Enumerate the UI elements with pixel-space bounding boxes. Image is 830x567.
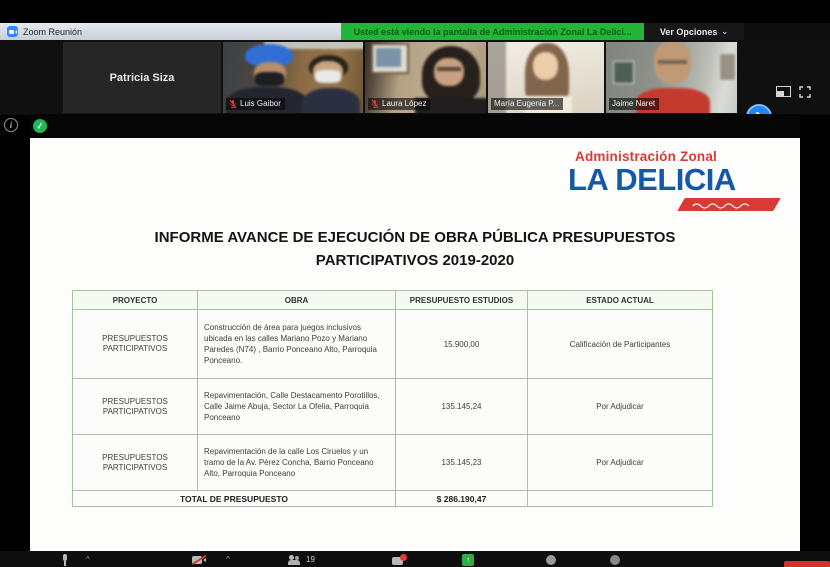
header-proyecto: PROYECTO [73,291,198,310]
participant-tile-jaime[interactable] [606,42,737,113]
muted-mic-icon [229,99,237,109]
logo-flag-shape [677,198,781,211]
mic-options-chevron-icon[interactable]: ^ [86,555,90,564]
topbar-right-fill [744,23,830,40]
screen-share-banner: Usted está viendo la pantalla de Administración Zonal La Delici... [341,23,644,40]
cell-proyecto: PRESUPUESTOS PARTICIPATIVOS [73,435,198,491]
table-header-row [73,291,713,310]
table-row [73,379,713,435]
cell-proyecto: PRESUPUESTOS PARTICIPATIVOS [73,310,198,379]
table-row [73,435,713,491]
logo-main-line: LA DELICIA [568,162,736,197]
shared-screen-topbar [30,114,800,138]
window-title: Zoom Reunión [23,26,83,37]
participant-name-label [609,98,659,110]
security-check-icon: ✓ [32,118,48,134]
muted-mic-icon [371,99,379,109]
cell-estado: Por Adjudicar [528,435,713,491]
view-options-button[interactable] [644,23,744,40]
participant-name-label [491,98,563,110]
header-presupuesto-estudios: PRESUPUESTO ESTUDIOS [396,291,528,310]
total-label: TOTAL DE PRESUPUESTO [73,491,396,507]
cell-presupuesto: 15.900,00 [396,310,528,379]
view-layout-icon[interactable] [776,86,791,97]
zoom-app-icon [7,26,18,37]
info-icon[interactable]: i [4,118,18,132]
cell-presupuesto: 135.145,23 [396,435,528,491]
cell-obra: Repavimentación de la calle Los Ciruelos y un tramo de la Av. Pérez Concha, Barrio Ponceano Alto, Parroquia Ponceano [198,435,396,491]
participant-tile-patricia[interactable] [63,42,221,113]
cell-obra: Repavimentación, Calle Destacamento Porotillos, Calle Jaime Abuja, Sector La Ofelia, Parroquia Ponceano [198,379,396,435]
reactions-icon[interactable] [546,555,556,565]
leave-meeting-button[interactable] [784,561,830,567]
table-total-row [73,491,713,507]
participant-tile-laura[interactable] [365,42,486,113]
participant-name: Patricia Siza [109,71,175,84]
cell-obra: Construcción de área para juegos inclusivos ubicada en las calles Mariano Pozo y Mariano Paredes (N74) , Barrio Ponceano Alto, Parroquia Ponceano. [198,310,396,379]
chevron-down-icon: ⌄ [721,27,729,36]
cell-estado: Calificación de Participantes [528,310,713,379]
chat-badge [400,554,407,561]
fullscreen-icon[interactable] [799,86,811,98]
header-obra: OBRA [198,291,396,310]
participants-count: 19 [306,555,315,564]
participant-name-label [226,98,285,110]
record-icon[interactable] [610,555,620,565]
camera-options-chevron-icon[interactable]: ^ [226,555,230,564]
cell-presupuesto: 135.145,24 [396,379,528,435]
share-screen-icon[interactable]: ↑ [462,554,474,566]
header-estado-actual: ESTADO ACTUAL [528,291,713,310]
logo-tagline-squiggle [691,201,761,209]
document-title-line1: INFORME AVANCE DE EJECUCIÓN DE OBRA PÚBLICA PRESUPUESTOS [154,229,676,246]
view-options-label: Ver Opciones [659,26,718,37]
shared-document [30,138,800,551]
participant-name: Laura López [382,99,427,108]
cell-estado: Por Adjudicar [528,379,713,435]
meeting-toolbar [0,551,830,567]
document-title [30,226,800,272]
participants-strip [0,40,830,115]
participant-name-label [368,98,430,110]
participants-icon[interactable] [288,555,302,565]
camera-off-icon[interactable] [192,556,206,565]
participant-tile-maria-active-speaker[interactable] [488,42,604,113]
mic-icon[interactable] [60,554,69,567]
la-delicia-logo [568,149,783,195]
total-value: $ 286.190,47 [396,491,528,507]
participant-name: Jaime Naret [612,99,656,108]
participant-name: María Eugenia P... [494,99,560,108]
logo-top-line: Administración Zonal [575,149,718,164]
document-title-line2: PARTICIPATIVOS 2019-2020 [315,252,515,269]
chat-icon[interactable] [392,556,405,566]
participant-tile-luis[interactable] [223,42,363,113]
total-empty-cell [528,491,713,507]
cell-proyecto: PRESUPUESTOS PARTICIPATIVOS [73,379,198,435]
participant-name: Luis Gaibor [240,99,281,108]
table-row [73,310,713,379]
budget-table [72,290,713,507]
